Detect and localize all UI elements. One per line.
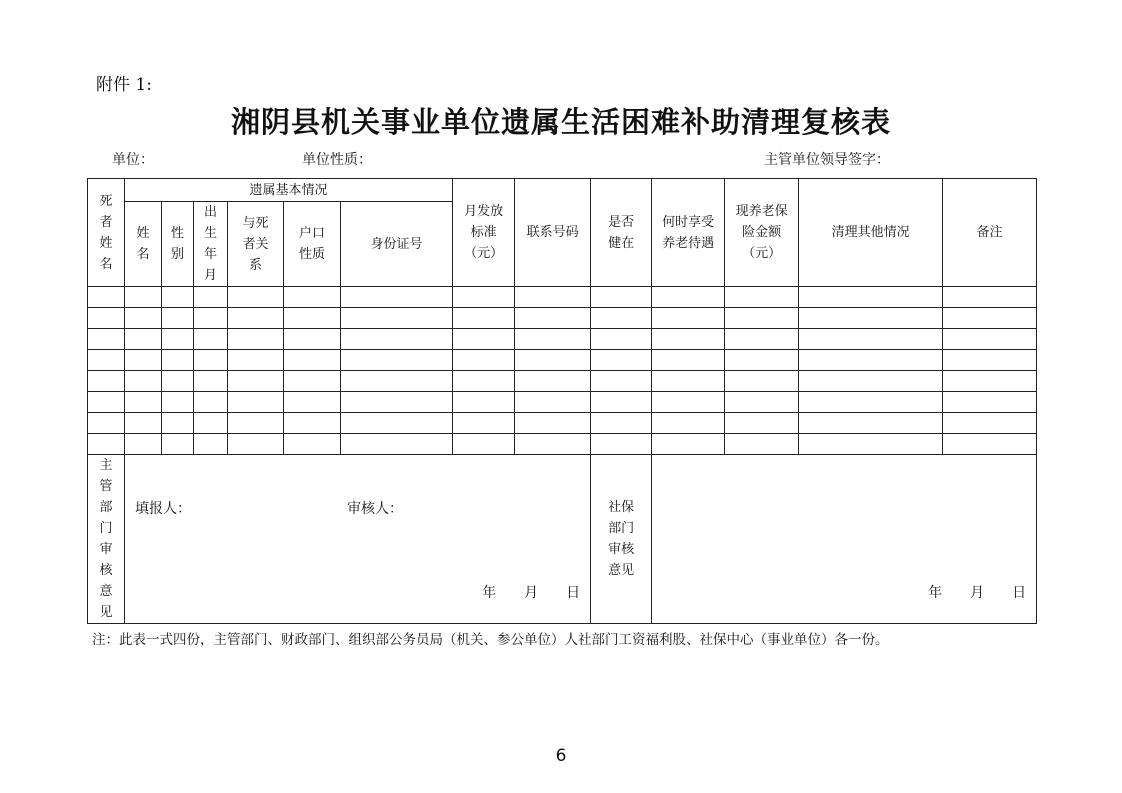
table-cell[interactable]: [725, 350, 799, 371]
table-row: [88, 413, 1037, 434]
table-cell[interactable]: [725, 308, 799, 329]
birth-header: 出 生 年 月: [194, 202, 228, 287]
table-cell[interactable]: [515, 371, 591, 392]
review-table: [87, 178, 1037, 624]
table-cell[interactable]: [341, 392, 453, 413]
table-cell[interactable]: [453, 434, 515, 455]
table-cell[interactable]: [652, 308, 725, 329]
dept-review-label: 主 管 部 门 审 核 意 见: [88, 455, 125, 624]
table-cell[interactable]: [125, 371, 162, 392]
table-cell[interactable]: [453, 287, 515, 308]
id-number-header: 身份证号: [341, 202, 453, 287]
table-cell[interactable]: [125, 434, 162, 455]
table-cell[interactable]: [943, 371, 1037, 392]
table-cell[interactable]: [341, 287, 453, 308]
dept-date: 年 月 日: [482, 585, 581, 601]
table-cell[interactable]: [125, 308, 162, 329]
table-cell[interactable]: [591, 308, 652, 329]
table-cell[interactable]: [88, 350, 125, 371]
table-cell[interactable]: [725, 413, 799, 434]
filler-label: 填报人：: [135, 501, 191, 517]
table-cell[interactable]: [591, 329, 652, 350]
table-cell[interactable]: [88, 371, 125, 392]
table-cell[interactable]: [228, 371, 284, 392]
other-situation-header: 清理其他情况: [799, 179, 943, 287]
table-cell[interactable]: [341, 371, 453, 392]
table-cell[interactable]: [125, 287, 162, 308]
table-cell[interactable]: [943, 329, 1037, 350]
table-cell[interactable]: [162, 329, 194, 350]
table-cell[interactable]: [341, 434, 453, 455]
table-cell[interactable]: [515, 308, 591, 329]
table-cell[interactable]: [284, 371, 341, 392]
table-cell[interactable]: [725, 287, 799, 308]
table-cell[interactable]: [162, 371, 194, 392]
table-cell[interactable]: [228, 413, 284, 434]
table-cell[interactable]: [228, 392, 284, 413]
table-cell[interactable]: [591, 287, 652, 308]
table-cell[interactable]: [515, 413, 591, 434]
table-row: [88, 308, 1037, 329]
table-cell[interactable]: [515, 392, 591, 413]
table-cell[interactable]: [591, 413, 652, 434]
table-cell[interactable]: [228, 350, 284, 371]
table-cell[interactable]: [943, 434, 1037, 455]
alive-header: 是否 健在: [591, 179, 652, 287]
table-cell[interactable]: [125, 392, 162, 413]
hukou-header: 户口 性质: [284, 202, 341, 287]
table-cell[interactable]: [162, 434, 194, 455]
table-cell[interactable]: [652, 371, 725, 392]
table-row: [88, 434, 1037, 455]
table-cell[interactable]: [453, 329, 515, 350]
table-cell[interactable]: [515, 350, 591, 371]
table-cell[interactable]: [591, 371, 652, 392]
table-cell[interactable]: [284, 329, 341, 350]
table-cell[interactable]: [515, 434, 591, 455]
page-number: 6: [555, 746, 567, 766]
table-cell[interactable]: [125, 329, 162, 350]
phone-header: 联系号码: [515, 179, 591, 287]
page-title: 湘阴县机关事业单位遗属生活困难补助清理复核表: [230, 105, 891, 139]
table-cell[interactable]: [194, 350, 228, 371]
table-cell[interactable]: [725, 434, 799, 455]
table-cell[interactable]: [591, 350, 652, 371]
table-cell[interactable]: [194, 371, 228, 392]
table-cell[interactable]: [799, 287, 943, 308]
table-cell[interactable]: [88, 413, 125, 434]
table-cell[interactable]: [453, 413, 515, 434]
table-cell[interactable]: [341, 413, 453, 434]
table-cell[interactable]: [341, 329, 453, 350]
table-cell[interactable]: [453, 371, 515, 392]
social-review-label: 社保 部门 审核 意见: [591, 455, 652, 624]
table-cell[interactable]: [341, 308, 453, 329]
pension-time-header: 何时享受 养老待遇: [652, 179, 725, 287]
table-cell[interactable]: [515, 287, 591, 308]
table-cell[interactable]: [943, 350, 1037, 371]
unit-label: 单位：: [112, 152, 154, 168]
table-cell[interactable]: [799, 392, 943, 413]
table-cell[interactable]: [799, 434, 943, 455]
table-cell[interactable]: [194, 308, 228, 329]
attachment-label: 附件 1:: [96, 75, 152, 95]
table-cell[interactable]: [652, 392, 725, 413]
table-cell[interactable]: [943, 287, 1037, 308]
table-cell[interactable]: [652, 329, 725, 350]
dept-review-cell[interactable]: [125, 455, 591, 624]
table-cell[interactable]: [194, 392, 228, 413]
gender-header: 性 别: [162, 202, 194, 287]
table-cell[interactable]: [125, 413, 162, 434]
table-cell[interactable]: [88, 434, 125, 455]
social-date: 年 月 日: [928, 585, 1027, 601]
table-cell[interactable]: [194, 329, 228, 350]
table-cell[interactable]: [194, 413, 228, 434]
table-cell[interactable]: [652, 413, 725, 434]
table-cell[interactable]: [591, 392, 652, 413]
table-cell[interactable]: [943, 308, 1037, 329]
table-cell[interactable]: [652, 350, 725, 371]
table-cell[interactable]: [799, 413, 943, 434]
table-cell[interactable]: [162, 392, 194, 413]
table-cell[interactable]: [284, 287, 341, 308]
remarks-header: 备注: [943, 179, 1037, 287]
name-header: 姓 名: [125, 202, 162, 287]
footnote: 注：此表一式四份，主管部门、财政部门、组织部公务员局（机关、参公单位）人社部门工资福利股、社保中心（事业单位）各一份。: [92, 632, 889, 648]
table-cell[interactable]: [194, 434, 228, 455]
table-cell[interactable]: [652, 434, 725, 455]
table-cell[interactable]: [228, 329, 284, 350]
table-row: [88, 287, 1037, 308]
deceased-name-header: 死 者 姓 名: [88, 179, 125, 287]
pension-amount-header: 现养老保 险金额 （元）: [725, 179, 799, 287]
table-cell[interactable]: [453, 350, 515, 371]
social-review-cell[interactable]: [652, 455, 1037, 624]
reviewer-label: 审核人：: [347, 501, 403, 517]
table-cell[interactable]: [125, 350, 162, 371]
table-cell[interactable]: [515, 329, 591, 350]
table-cell[interactable]: [194, 287, 228, 308]
table-row: [88, 392, 1037, 413]
table-cell[interactable]: [284, 392, 341, 413]
table-cell[interactable]: [943, 392, 1037, 413]
leader-sign-label: 主管单位领导签字：: [764, 152, 890, 168]
table-cell[interactable]: [284, 350, 341, 371]
table-row: [88, 350, 1037, 371]
table-cell[interactable]: [88, 392, 125, 413]
table-cell[interactable]: [228, 308, 284, 329]
table-cell[interactable]: [725, 392, 799, 413]
table-cell[interactable]: [591, 434, 652, 455]
table-cell[interactable]: [799, 308, 943, 329]
table-cell[interactable]: [799, 329, 943, 350]
table-cell[interactable]: [341, 350, 453, 371]
relation-header: 与死 者关 系: [228, 202, 284, 287]
table-cell[interactable]: [453, 392, 515, 413]
table-cell[interactable]: [88, 308, 125, 329]
table-cell[interactable]: [162, 287, 194, 308]
survivor-info-header: 遗属基本情况: [125, 179, 453, 202]
table-cell[interactable]: [162, 413, 194, 434]
table-cell[interactable]: [799, 350, 943, 371]
table-cell[interactable]: [799, 371, 943, 392]
unit-nature-label: 单位性质：: [302, 152, 372, 168]
table-cell[interactable]: [228, 287, 284, 308]
table-cell[interactable]: [725, 329, 799, 350]
table-cell[interactable]: [162, 350, 194, 371]
table-cell[interactable]: [88, 329, 125, 350]
table-row: [88, 371, 1037, 392]
table-cell[interactable]: [284, 434, 341, 455]
table-cell[interactable]: [725, 371, 799, 392]
table-cell[interactable]: [162, 308, 194, 329]
monthly-standard-header: 月发放 标准 （元）: [453, 179, 515, 287]
table-cell[interactable]: [228, 434, 284, 455]
table-cell[interactable]: [88, 287, 125, 308]
table-cell[interactable]: [652, 287, 725, 308]
table-cell[interactable]: [284, 308, 341, 329]
table-cell[interactable]: [284, 413, 341, 434]
table-cell[interactable]: [453, 308, 515, 329]
table-cell[interactable]: [943, 413, 1037, 434]
table-row: [88, 329, 1037, 350]
